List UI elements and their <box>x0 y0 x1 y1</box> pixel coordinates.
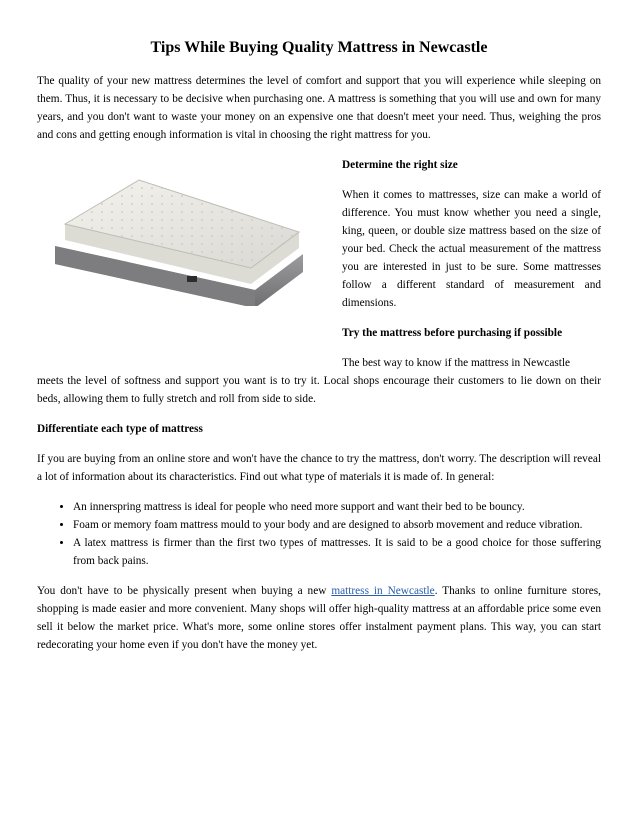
section-types-text: If you are buying from an online store and won't have the chance to try the mattress, don't worry. The description will reveal a lot of information about its characteristics. Find out what type of materials it is made of. In general: <box>37 453 601 483</box>
page-title: Tips While Buying Quality Mattress in Newcastle <box>150 39 488 56</box>
section-try-text: meets the level of softness and support you want is to try it. Local shops encourage their customers to lie down on their beds, allowing them to fully stretch and roll from side to side. <box>37 375 601 405</box>
mattress-illustration <box>37 168 313 306</box>
section-heading-size: Determine the right size <box>342 159 458 171</box>
mattress-types-list <box>37 498 601 570</box>
list-item: • A latex mattress is firmer than the first two types of mattresses. It is said to be a good choice for those suffering from back pains. <box>73 534 601 570</box>
closing-text-start: You don't have to be physically present when buying a new <box>37 585 332 597</box>
section-heading-try: Try the mattress before purchasing if possible <box>342 327 563 339</box>
section-try-lead: The best way to know if the mattress in Newcastle <box>342 357 571 369</box>
mattress-image <box>37 168 313 306</box>
list-item: • Foam or memory foam mattress mould to your body and are designed to absorb movement and reduce vibration. <box>73 516 601 534</box>
document-page <box>37 38 601 666</box>
closing-paragraph <box>37 582 601 654</box>
section-size-text: When it comes to mattresses, size can make a world of difference. You must know whether you need a single, king, queen, or double size mattress based on the size of your bed. Check the actual measurement of the mattress you are interested in just to be sure. Some mattresses follow a different standard of measurement and dimensions. <box>342 189 601 309</box>
list-item: • An innerspring mattress is ideal for people who need more support and want their bed to be bouncy. <box>73 498 601 516</box>
right-column <box>342 156 601 372</box>
closing-text-end: . Thanks to online furniture stores, shopping is made easier and more convenient. Many shops will offer high-quality mattress at an affordable price some even sell it below the market price. What's more, some online stores offer instalment payment plans. This way, you can start redecorating your home even if you don't have the money yet. <box>37 585 601 651</box>
section-heading-types: Differentiate each type of mattress <box>37 423 203 435</box>
intro-paragraph: The quality of your new mattress determines the level of comfort and support that you will experience while sleeping on them. Thus, it is necessary to be decisive when purchasing one. A mattress is something that you will use and own for many years, and you don't want to waste your money on an expensive one that doesn't meet your need. Thus, weighing the pros and cons and getting enough information is vital in choosing the right mattress for you. <box>37 75 601 141</box>
mattress-newcastle-link[interactable]: mattress in Newcastle <box>331 585 435 597</box>
